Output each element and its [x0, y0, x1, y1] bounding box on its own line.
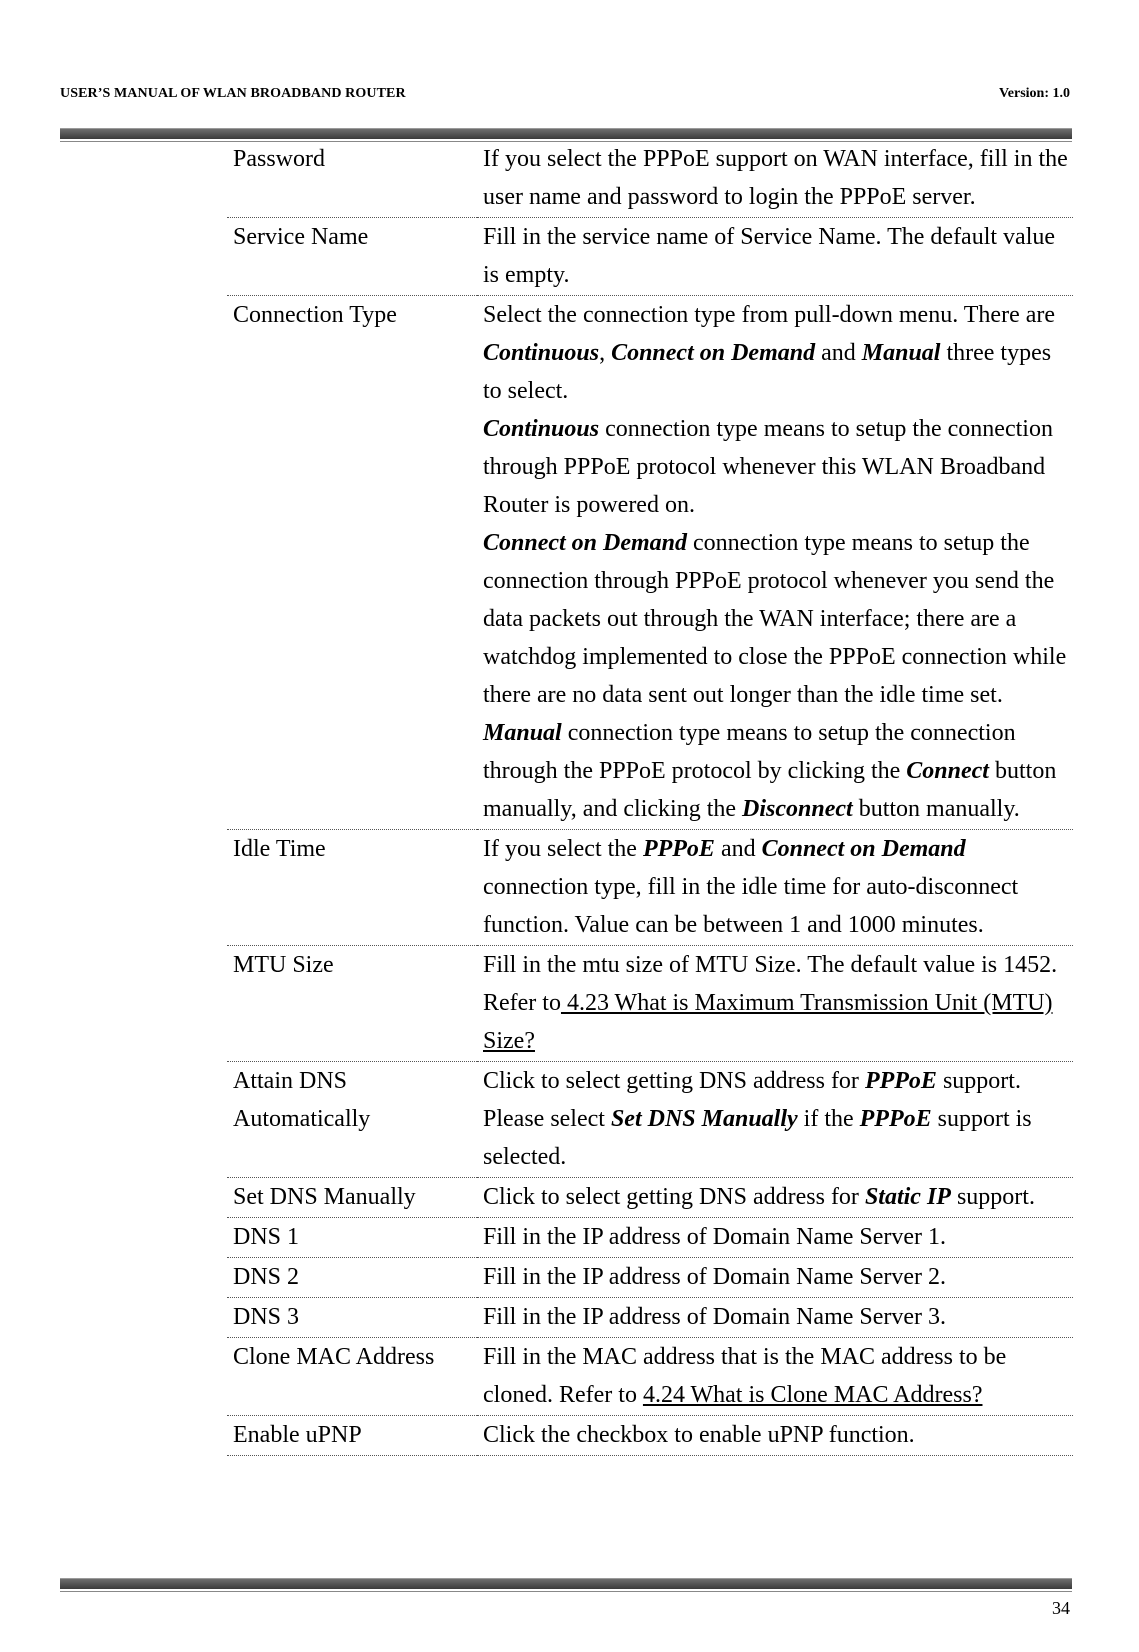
table-row	[227, 1062, 1073, 1178]
emphasis: PPPoE	[864, 1068, 937, 1094]
row-description: If you select the PPPoE support on WAN interface, fill in the user name and password to login the PPPoE server.	[483, 146, 1068, 210]
row-description: Fill in the IP address of Domain Name Server 3.	[483, 1304, 947, 1330]
row-term: MTU Size	[233, 952, 334, 978]
text: three types to select.	[483, 340, 1052, 404]
emphasis: Manual	[861, 340, 941, 366]
text: Select the connection type from pull-down menu. There are	[483, 302, 1056, 328]
row-description: Fill in the service name of Service Name. The default value is empty.	[483, 224, 1056, 288]
mtu-reference-link[interactable]: 4.23 What is Maximum Transmission Unit (MTU) Size?	[483, 990, 1053, 1054]
emphasis: Continuous	[483, 416, 600, 442]
row-term: Clone MAC Address	[233, 1344, 435, 1370]
emphasis: Manual	[483, 720, 562, 746]
table-row	[227, 1258, 1073, 1298]
table-row	[227, 946, 1073, 1062]
text: connection type, fill in the idle time for auto-disconnect function. Value can be between 1 and 1000 minutes.	[483, 874, 1019, 938]
row-term: Enable uPNP	[233, 1422, 362, 1448]
text: If you select the	[483, 836, 643, 862]
table-row	[227, 218, 1073, 296]
row-description	[477, 830, 1073, 946]
paragraph	[483, 296, 1073, 410]
text: button manually, and clicking the	[483, 758, 1057, 822]
text: support.	[950, 1184, 1035, 1210]
table-row	[227, 296, 1073, 830]
row-description	[477, 1178, 1073, 1218]
row-term: Attain DNS Automatically	[233, 1068, 371, 1132]
text: Click to select getting DNS address for	[483, 1068, 865, 1094]
row-term: Service Name	[233, 224, 369, 250]
table-row	[227, 1416, 1073, 1456]
text: if the	[797, 1106, 860, 1132]
document-header-title: USER’S MANUAL OF WLAN BROADBAND ROUTER	[60, 86, 406, 101]
definitions-table	[227, 140, 1073, 1456]
row-term: Connection Type	[233, 302, 397, 328]
text: connection type means to setup the connection through PPPoE protocol whenever you send the data packets out through the WAN interface; there are a watchdog implemented to close the PPPoE connection while there are no data sent out longer than the idle time set.	[483, 530, 1067, 708]
text: button manually.	[852, 796, 1020, 822]
header-divider	[60, 128, 1072, 139]
footer-divider	[60, 1578, 1072, 1589]
table-row	[227, 1298, 1073, 1338]
text: connection type means to setup the connection through PPPoE protocol whenever this WLAN Broadband Router is powered on.	[483, 416, 1053, 518]
row-term: DNS 2	[233, 1264, 300, 1290]
text: connection type means to setup the connection through the PPPoE protocol by clicking the	[483, 720, 1016, 784]
row-description	[477, 1062, 1073, 1178]
text: Click to select getting DNS address for	[483, 1184, 865, 1210]
text: support. Please select	[483, 1068, 1021, 1132]
emphasis: Disconnect	[742, 796, 853, 822]
table-row	[227, 1338, 1073, 1416]
row-term: Idle Time	[233, 836, 326, 862]
emphasis: Set DNS Manually	[610, 1106, 798, 1132]
emphasis: PPPoE	[859, 1106, 932, 1132]
row-description: Fill in the IP address of Domain Name Server 2.	[483, 1264, 947, 1290]
row-description	[477, 946, 1073, 1062]
text: ,	[599, 340, 612, 366]
text: support is selected.	[483, 1106, 1032, 1170]
table-row	[227, 1178, 1073, 1218]
document-version: Version: 1.0	[998, 86, 1070, 101]
row-term: Password	[233, 146, 326, 172]
emphasis: Continuous	[483, 340, 600, 366]
page-number: 34	[1052, 1598, 1070, 1618]
row-description: Fill in the IP address of Domain Name Server 1.	[483, 1224, 947, 1250]
text: Fill in the MAC address that is the MAC address to be cloned. Refer to	[483, 1344, 1007, 1408]
paragraph	[483, 524, 1073, 714]
clone-mac-reference-link[interactable]: 4.24 What is Clone MAC Address?	[642, 1382, 983, 1408]
emphasis: PPPoE	[642, 836, 715, 862]
table-row	[227, 140, 1073, 218]
emphasis: Connect on Demand	[611, 340, 816, 366]
table-row	[227, 830, 1073, 946]
row-term: Set DNS Manually	[233, 1184, 416, 1210]
text: Fill in the mtu size of MTU Size. The default value is 1452. Refer to	[483, 952, 1058, 1016]
emphasis: Connect	[906, 758, 989, 784]
emphasis: Connect on Demand	[761, 836, 966, 862]
row-term: DNS 1	[233, 1224, 300, 1250]
row-term: DNS 3	[233, 1304, 300, 1330]
text: and	[815, 340, 862, 366]
table-row	[227, 1218, 1073, 1258]
emphasis: Static IP	[864, 1184, 951, 1210]
row-description	[477, 296, 1073, 830]
paragraph	[483, 410, 1073, 524]
emphasis: Connect on Demand	[483, 530, 688, 556]
row-description: Click the checkbox to enable uPNP function.	[483, 1422, 915, 1448]
row-description	[477, 1338, 1073, 1416]
paragraph	[483, 714, 1073, 828]
text: and	[714, 836, 762, 862]
